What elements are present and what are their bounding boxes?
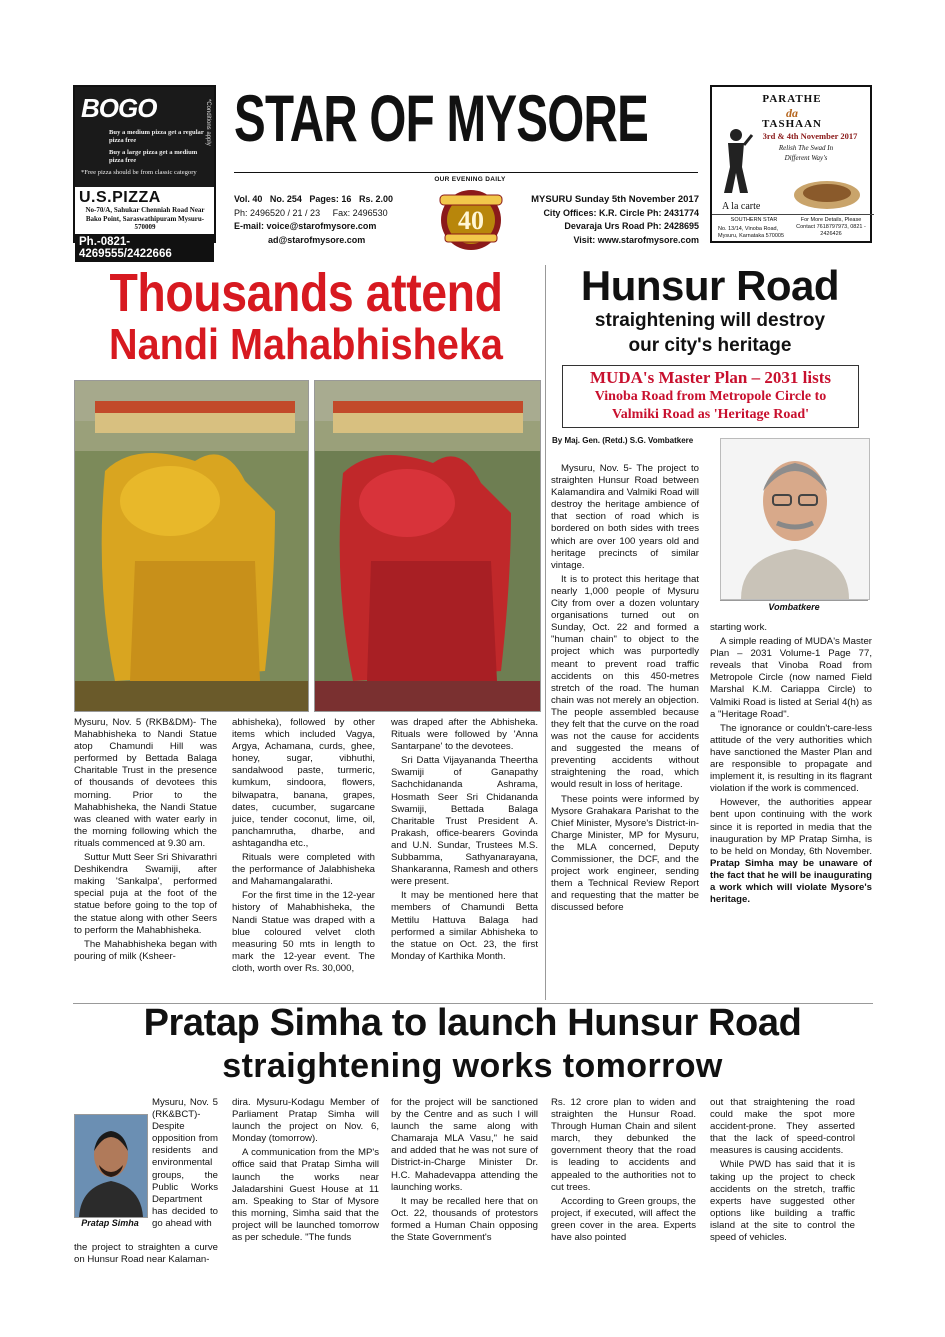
story3-col2 [232, 1097, 379, 1246]
nandi-statue-red-icon [315, 381, 540, 711]
nandi-photo-red [314, 380, 541, 712]
story2-col2-p1: starting work. [710, 622, 768, 633]
story1-col1-p3: The Mahabhisheka began with pouring of milk (Ksheer- [74, 938, 217, 962]
story2-col1-p1: Mysuru, Nov. 5- The project to straighten Hunsur Road between Kalamandira and Valmiki Road will destroy the heritage ambience of that section of road which is bordered on both sides with trees which are over 100 years old and heritage precincts of similar vintage. [551, 463, 699, 571]
story1-col3-p1: was draped after the Abhisheka. Rituals were followed by 'Anna Santarpane' to the devotees. [391, 717, 538, 753]
pratap-simha-photo [74, 1114, 148, 1218]
masthead-meta-left [234, 193, 409, 247]
pratap-simha-caption: Pratap Simha [81, 1218, 139, 1228]
ad-r-tag: Relish The Swad In Different Way's [778, 144, 834, 162]
highlight-box-line2: Vinoba Road from Metropole Circle to [594, 389, 827, 404]
offices-1: City Offices: K.R. Circle Ph: 2431774 [543, 207, 699, 218]
story3-col4-p1: Rs. 12 crore plan to widen and straighten the Hunsur Road. Through Human Chain and silent march, they debunked the government theory that the road is leading to accidents and appealed to the authorities not to cut trees. [551, 1097, 696, 1193]
story2-highlight-box [562, 365, 859, 428]
story2-col2-bold: Pratap Simha may be unaware of the fact that he will be inaugurating a work which will violate Mysore's heritage. [710, 857, 872, 906]
story3-col4-p2: According to Green groups, the project, if executed, will affect the green cover in the area. Experts have also pointed [551, 1195, 696, 1244]
story1-col3-p2: Sri Datta Vijayananda Theertha Swamiji of Ganapathy Sachchidananda Ashrama, Hosmath Seer Sri Chidananda Swamiji, Bettada Balaga Charitable Trust President A. Prakash, office-bearers Govinda and U.N. Sundar, Trustees M.S. Subbamma, Sathyanarayana, Shankaranna, Ramesh and others were present. [391, 755, 538, 888]
masthead-tagline: OUR EVENING DAILY [434, 176, 506, 183]
masthead-title: STAR OF MYSORE [234, 81, 649, 155]
story1-col3-p3: It may be mentioned here that members of Chamundi Betta Mettilu Hattuva Balaga had performed a similar Abhisheka to the statue on Oct. 23, the first Monday of Karthika Month. [391, 890, 538, 962]
offices-2: Devaraja Urs Road Ph: 2428695 [564, 221, 699, 231]
story3-col4 [551, 1097, 696, 1246]
bogo-logo: BOGO [81, 93, 157, 123]
story1-col2-p2: Rituals were completed with the performance of Jalabhisheka and Mahamangalarathi. [232, 852, 375, 888]
column-divider [545, 265, 546, 1000]
story1-headline-line1: Thousands attend [109, 263, 503, 323]
story3-col1-bottom: the project to straighten a curve on Hunsur Road near Kalaman- [74, 1242, 218, 1266]
email-2: ad@starofmysore.com [268, 234, 366, 245]
story3-col2-p1: dira. Mysuru-Kodagu Member of Parliament Pratap Simha will launch the project on Nov. 6, Monday (tomorrow). [232, 1097, 379, 1145]
story3-col1-side: Mysuru, Nov. 5 (RK&BCT)- Despite opposition from residents and environmental groups, the Public Works Department has decided to go ahead with [152, 1097, 218, 1229]
ad-r-line1: PARATHE [762, 93, 822, 105]
story3-col5-p2: While PWD has said that it is taking up the project to check accidents on the stretch, traffic experts have suggested other options like building a traffic island at the site to control the speed of vehicles. [710, 1159, 855, 1244]
story2-col2-p4-text: However, the authorities appear bent upon continuing with the work since it is reported in media that the inauguration by MP Pratap Simha, is to be held on Monday, 6th November. [710, 797, 872, 857]
ad-r-divider [712, 214, 874, 215]
nandi-statue-yellow-icon [75, 381, 308, 711]
fax: Fax: 2496530 [332, 207, 388, 218]
dancer-silhouette-icon [718, 127, 754, 197]
story1-col1-p2: Suttur Mutt Seer Sri Shivarathri Deshikendra Swamiji, after making 'Sankalpa', performed special puja at the foot of the statue before going to the top of the statue along with other Seers to perform the Mahabhisheka. [74, 852, 217, 936]
story2-col2-p2: A simple reading of MUDA's Master Plan – 2031 Volume-1 Page 77, reveals that Vinoba Road from Metropole Circle (now named Field Marshal K.M. Cariappa Circle) to Valmiki Road is listed at Serial 4(h) as a "Heritage Road". [710, 636, 872, 720]
ad-r-line3: TASHAAN [762, 118, 822, 130]
ad-parathe-da-tashaan [710, 85, 872, 243]
ad-offer-2: Buy a large pizza get a medium pizza free [109, 149, 198, 164]
story1-col3 [391, 717, 538, 965]
issue-no: No. 254 [269, 194, 302, 204]
emblem-number: 40 [458, 206, 484, 235]
story3-col3 [391, 1097, 538, 1246]
story3-col3-p1: for the project will be sanctioned by the Centre and as such I will launch the same along with Chamaraja MLA Vasu," he said and added that he was not sure of District-in-Charge Minister Dr. H.C. Mahadevappa attending the launching works. [391, 1097, 538, 1193]
ad-address: No-70/A, Sahukar Chenniah Road Near Bako Point, Saraswathipuram Mysuru- 570009 [85, 206, 205, 231]
story3-col5 [710, 1097, 855, 1246]
story1-headline [70, 262, 542, 374]
vombatkere-photo [720, 438, 870, 600]
email: E-mail: voice@starofmysore.com [234, 221, 377, 231]
ad-r-line2: da [786, 106, 798, 120]
ad-brand: U.S.PIZZA [79, 189, 161, 206]
price: Rs. 2.00 [358, 194, 393, 204]
ad-conditions: *Conditions apply [205, 99, 211, 146]
ad-r-alacarte: A la carte [722, 201, 761, 212]
story2-col1-p3: These points were informed by Mysore Grahakara Parishat to the Chief Minister, Mysore's District-in-Charge Minister, MP for Mysuru, the MLA concerned, Deputy Commissioner, the DCF, and the project work engineer, sending them a Technical Review Report and requesting that the matter be discussed before [551, 793, 699, 914]
ad-r-dates: 3rd & 4th November 2017 [762, 131, 858, 141]
highlight-box-line1: MUDA's Master Plan – 2031 lists [590, 368, 831, 387]
volume: Vol. 40 [234, 194, 263, 204]
story1-headline-line2: Nandi Mahabhisheka [109, 320, 503, 369]
masthead-meta-right [515, 193, 699, 247]
story1-col2-p1: abhisheka), followed by other items which included Vagya, Argya, Achamana, curds, ghee, honey, sugar, vibhuthi, sandalwood paste, turmeric, kumkum, sindoora, flowers, bilwapatra, banana, grapes, dates, cucumber, sugarcane juice, tender coconut, lime, oil, panchamrutha, dharbe, and ashtagandha etc., [232, 717, 375, 849]
ad-r-hotel: SOUTHERN STAR [730, 217, 778, 223]
story2-col2-p4 [710, 797, 872, 906]
anniversary-emblem [420, 184, 522, 256]
ad-us-pizza [73, 85, 216, 260]
story2-headline-line2: straightening will destroy [594, 310, 826, 331]
vombatkere-caption: Vombatkere [720, 600, 868, 612]
dateline: MYSURU Sunday 5th November 2017 [531, 194, 699, 205]
story2-col2 [710, 622, 872, 906]
story2-col1-p2: It is to protect this heritage that nearly 1,000 people of Mysuru City from over a dozen voluntary organisations turned out on Sunday, Oct. 22 and formed a "human chain" to object to the project which was purportedly meant to prevent road traffic accidents on this 450-metres stretch of the road. The human chain was not merely an objection. The people assembled because they felt that the curve on the road was not the cause for accidents and suggested the means of preventing accidents without straightening the road, which would result in loss of heritage. [551, 573, 699, 791]
story2-headline-line3: our city's heritage [628, 335, 792, 356]
website: Visit: www.starofmysore.com [573, 234, 699, 245]
story2-byline: By Maj. Gen. (Retd.) S.G. Vombatkere [552, 436, 694, 445]
story3-col3-p2: It may be recalled here that on Oct. 22, thousands of protestors formed a Human Chain opposing the State Government's [391, 1195, 538, 1244]
story2-col2-p3: The ignorance or couldn't-care-less attitude of the very authorities which have sanctioned the Master Plan and are responsible to propagate and implement it, is resulting in its flagrant violation if the work is commenced. [710, 722, 872, 795]
story1-col1 [74, 717, 217, 965]
story3-headline-line1: Pratap Simha to launch Hunsur Road [143, 1002, 802, 1044]
story1-col1-p1: Mysuru, Nov. 5 (RKB&DM)- The Mahabhisheka to Nandi Statue atop Chamundi Hill was performed by Bettada Balaga Charitable Trust in the presence of thousands of devotees this morning. Prior to the Mahabhisheka, the Nandi Statue was cleaned with water early in the morning following which the rituals commenced at 9.30 am. [74, 717, 217, 849]
story3-col2-p2: A communication from the MP's office said that Pratap Simha will launch the works near Jaladarshini Guest House at 11 am. Speaking to Star of Mysore this morning, Simha said that the project will be launched tomorrow as per schedule. "The funds [232, 1147, 379, 1244]
story1-col2-p3: For the first time in the 12-year history of Mahabhisheka, the Nandi Statue was draped with a blue coloured velvet cloth measuring 50 mts in length to mark the 12-year event. The cloth, worth over Rs. 30,000, [232, 890, 375, 974]
nandi-photo-yellow [74, 380, 309, 712]
phone: Ph: 2496520 / 21 / 23 [234, 207, 321, 218]
ad-r-contact: For More Details, Please Contact 7618797973, 0821 - 2426426 [796, 217, 866, 237]
ad-offer-note: *Free pizza should be from classic category [81, 169, 197, 176]
portrait-man-icon [75, 1115, 147, 1217]
highlight-box-line3: Valmiki Road as 'Heritage Road' [611, 407, 810, 422]
ad-offer-1: Buy a medium pizza get a regular pizza free [109, 129, 204, 144]
story1-col2 [232, 717, 375, 977]
food-platter-icon [792, 171, 862, 211]
story3-col5-p1: out that straightening the road could make the spot more accident-prone. They asserted that the lack of speed-control measures is causing accidents. [710, 1097, 855, 1157]
ad-r-address: No. 13/14, Vinoba Road, Mysuru, Karnataka 570005 [718, 226, 785, 239]
story2-col1 [551, 463, 699, 916]
masthead-rule [234, 172, 698, 173]
ad-phone: Ph.-0821-4269555/2422666 [75, 234, 214, 262]
pages: Pages: 16 [309, 194, 352, 204]
story3-headline-line2: straightening works tomorrow [222, 1047, 723, 1085]
story2-headline-line1: Hunsur Road [580, 262, 840, 309]
portrait-man-icon [721, 439, 869, 599]
